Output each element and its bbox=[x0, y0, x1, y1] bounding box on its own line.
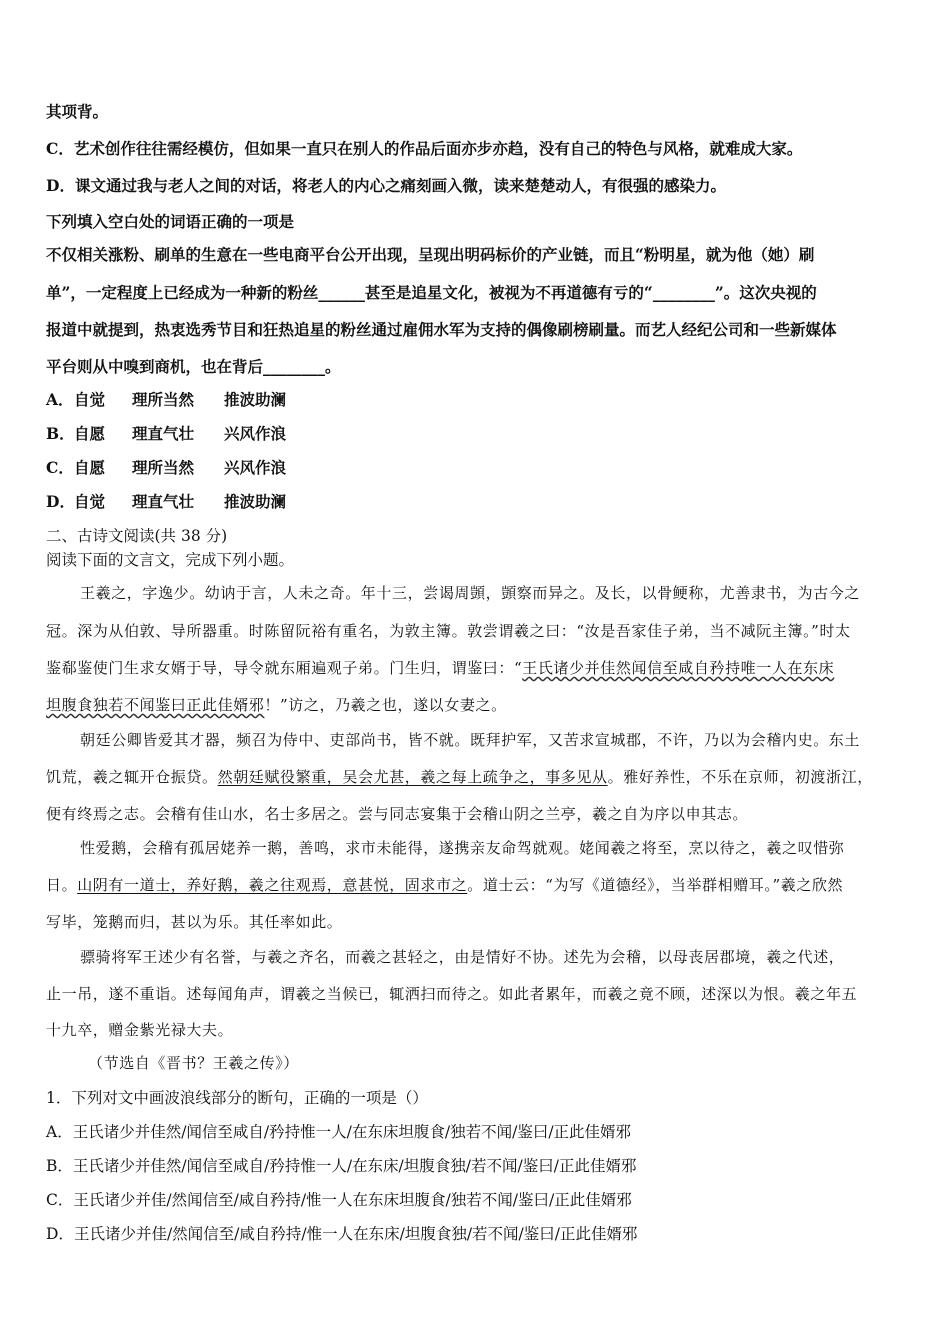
wavy-underlined-text: 坦腹食独若不闻鉴曰正此佳婿邪 bbox=[46, 696, 265, 714]
passage-line: 写毕，笼鹅而归，甚以为乐。其任率如此。 bbox=[46, 913, 343, 931]
wavy-underlined-text: 王氏诸少并佳然闻信至咸自矜持唯一人在东床 bbox=[522, 659, 835, 677]
option-letter: C． bbox=[46, 458, 74, 477]
option-letter: D． bbox=[46, 176, 75, 195]
option-word-1: 自觉 bbox=[74, 492, 106, 511]
passage-text: 日。 bbox=[46, 876, 78, 894]
passage-line: 朝廷公卿皆爱其才器，频召为侍中、吏部尚书，皆不就。既拜护军，又苦求宣城郡，不许，乃以为会稽内史。东土 bbox=[80, 731, 861, 749]
option-letter: C． bbox=[46, 139, 74, 158]
option-word-3: 兴风作浪 bbox=[224, 458, 287, 477]
passage-text: 鉴郗鉴使门生求女婿于导，导令就东厢遍观子弟。门生归，谓鉴曰：“ bbox=[46, 659, 523, 677]
option-word-2: 理直气壮 bbox=[132, 492, 195, 511]
fill-passage-line: 平台则从中嗅到商机，也在背后________。 bbox=[46, 357, 341, 376]
fill-option-d bbox=[46, 490, 286, 512]
section-instruction: 阅读下面的文言文，完成下列小题。 bbox=[46, 551, 295, 569]
option-text: 艺术创作往往需经模仿，但如果一直只在别人的作品后面亦步亦趋，没有自己的特色与风格，就难成大家。 bbox=[73, 139, 803, 158]
passage-line: 十九卒，赠金紫光禄大夫。 bbox=[46, 1021, 234, 1039]
option-text: 王氏诸少并佳然/闻信至咸自/矜持惟一人/在东床/坦腹食独/若不闻/鉴曰/正此佳婿邪 bbox=[72, 1157, 637, 1175]
passage-source: （节选自《晋书？王羲之传》） bbox=[88, 1054, 299, 1072]
option-word-1: 自觉 bbox=[74, 390, 106, 409]
option-word-2: 理所当然 bbox=[132, 458, 195, 477]
passage-line: 王羲之，字逸少。幼讷于言，人未之奇。年十三，尝谒周顗，顗察而异之。及长，以骨鲠称，尤善隶书，为古今之 bbox=[80, 584, 861, 602]
option-text: 王氏诸少并佳/然闻信至/咸自矜持/惟一人在东床/坦腹食独/若不闻/鉴曰/正此佳婿邪 bbox=[73, 1225, 638, 1243]
option-text: 王氏诸少并佳然/闻信至咸自/矜持惟一人/在东床坦腹食/独若不闻/鉴曰/正此佳婿邪 bbox=[72, 1123, 632, 1141]
option-word-3: 兴风作浪 bbox=[224, 424, 287, 443]
option-word-3: 推波助澜 bbox=[224, 492, 287, 511]
question-option-a bbox=[46, 1120, 631, 1142]
passage-text: ！”访之，乃羲之也，遂以女妻之。 bbox=[264, 696, 507, 714]
passage-line: 骠骑将军王述少有名誉，与羲之齐名，而羲之甚轻之，由是情好不协。述先为会稽，以母丧居郡境，羲之代述， bbox=[80, 948, 845, 966]
question-option-d bbox=[46, 1222, 638, 1244]
passage-line: 性爱鹅，会稽有孤居姥养一鹅，善鸣，求市未能得，遂携亲友命驾就观。姥闻羲之将至，烹以待之，羲之叹惜弥 bbox=[80, 839, 845, 857]
fill-option-a bbox=[46, 388, 286, 410]
question-option-b bbox=[46, 1154, 636, 1176]
option-word-2: 理直气壮 bbox=[132, 424, 195, 443]
prev-option-d bbox=[46, 174, 726, 196]
passage-text: 。道士云：“为写《道德经》，当举群相赠耳。”羲之欣然 bbox=[467, 876, 844, 894]
prev-option-c bbox=[46, 137, 802, 159]
fill-option-c bbox=[46, 456, 286, 478]
option-letter: B． bbox=[46, 1157, 73, 1175]
option-letter: C． bbox=[46, 1191, 74, 1209]
option-letter: B． bbox=[46, 424, 75, 443]
question-stem: 1．下列对文中画波浪线部分的断句，正确的一项是（） bbox=[46, 1089, 428, 1107]
option-word-1: 自愿 bbox=[74, 424, 106, 443]
question-option-c bbox=[46, 1188, 632, 1210]
option-word-3: 推波助澜 bbox=[224, 390, 287, 409]
prev-question-continued: 其项背。 bbox=[46, 102, 109, 121]
fill-passage-line: 单”，一定程度上已经成为一种新的粉丝______甚至是追星文化，被视为不再道德有亏的“________”。这次央视的 bbox=[46, 283, 817, 302]
option-letter: A． bbox=[46, 390, 74, 409]
passage-line bbox=[46, 694, 507, 715]
underlined-text: 然朝廷赋役繁重，吴会尤甚，羲之每上疏争之，事多见从 bbox=[217, 768, 608, 786]
passage-text: 饥荒，羲之辄开仓振贷。 bbox=[46, 768, 218, 786]
passage-line: 止一吊，遂不重诣。述每闻角声，谓羲之当候已，辄洒扫而待之。如此者累年，而羲之竟不顾，述深以为恨。羲之年五 bbox=[46, 985, 858, 1003]
section-heading: 二、古诗文阅读(共 38 分) bbox=[46, 527, 228, 545]
option-letter: D． bbox=[46, 1225, 74, 1243]
passage-line: 便有终焉之志。会稽有佳山水，名士多居之。尝与同志宴集于会稽山阴之兰亭，羲之自为序以申其志。 bbox=[46, 805, 749, 823]
underlined-text: 山阴有一道士，养好鹅，羲之往观焉，意甚悦，固求市之 bbox=[77, 876, 468, 894]
passage-line bbox=[46, 766, 873, 787]
option-text: 王氏诸少并佳/然闻信至/咸自矜持/惟一人在东床坦腹食/独若不闻/鉴曰/正此佳婿邪 bbox=[73, 1191, 632, 1209]
option-letter: D． bbox=[46, 492, 75, 511]
fill-option-b bbox=[46, 422, 286, 444]
fill-passage-line: 报道中就提到，热衷选秀节目和狂热追星的粉丝通过雇佣水军为支持的偶像刷榜刷量。而艺人经纪公司和一些新媒体 bbox=[46, 320, 837, 339]
option-text: 课文通过我与老人之间的对话，将老人的内心之痛刻画入微，读来楚楚动人，有很强的感染力。 bbox=[74, 176, 726, 195]
passage-line bbox=[46, 874, 843, 895]
fill-passage-line: 不仅相关涨粉、刷单的生意在一些电商平台公开出现，呈现出明码标价的产业链，而且“粉明星，就为他（她）刷 bbox=[46, 245, 815, 264]
fill-question-prompt: 下列填入空白处的词语正确的一项是 bbox=[46, 212, 295, 231]
passage-text: 。雅好养性，不乐在京师，初渡浙江， bbox=[607, 768, 873, 786]
option-letter: A． bbox=[46, 1123, 73, 1141]
option-word-1: 自愿 bbox=[74, 458, 106, 477]
passage-line bbox=[46, 657, 834, 678]
option-word-2: 理所当然 bbox=[132, 390, 195, 409]
passage-line: 冠。深为从伯敦、导所器重。时陈留阮裕有重名，为敦主簿。敦尝谓羲之曰：“汝是吾家佳子弟，当不减阮主簿。”时太 bbox=[46, 622, 851, 640]
